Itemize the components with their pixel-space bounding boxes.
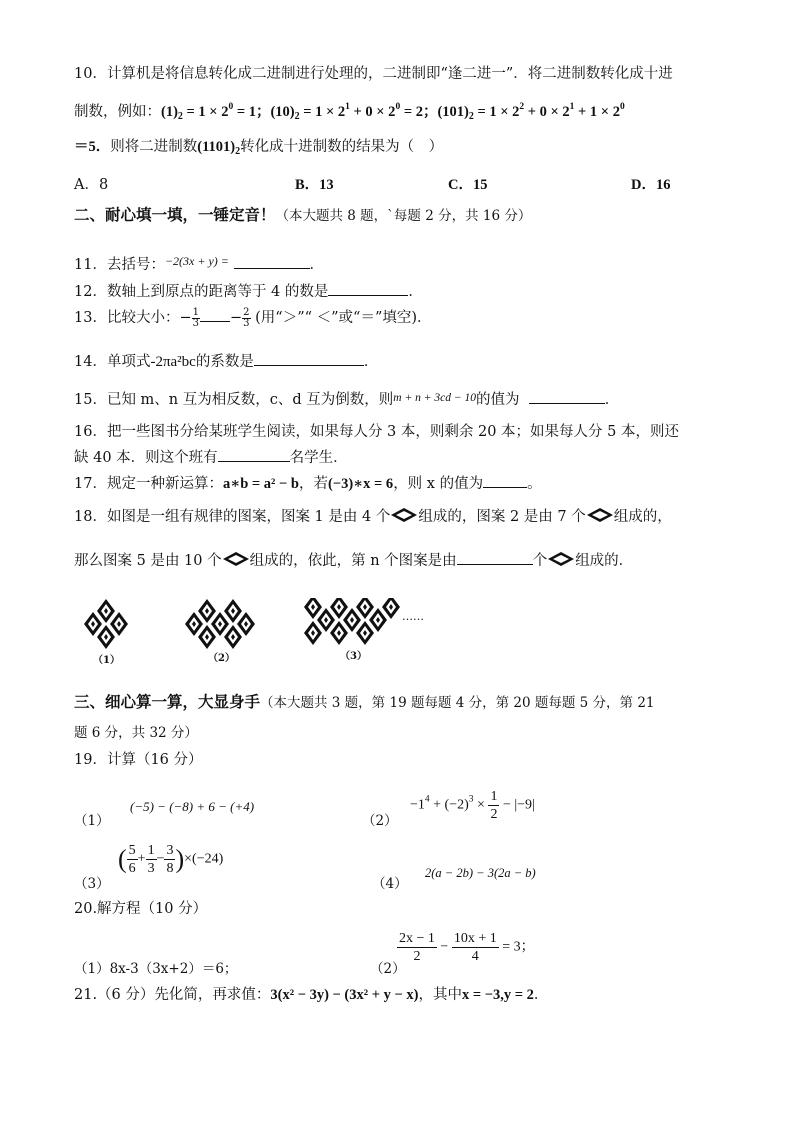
q17-end: 。 [527, 476, 542, 492]
q20-title: 20.解方程（10 分） [74, 901, 208, 917]
q18-text-d: 那么图案 5 是由 10 个 [74, 553, 222, 569]
figure-label-1: （1） [93, 655, 120, 666]
q19-p1-label: （1） [74, 813, 110, 829]
q10-line2-prefix: 制数，例如： [74, 104, 161, 120]
section3-note: （本大题共 3 题，第 19 题每题 4 分，第 20 题每题 5 分，第 21 [260, 695, 655, 711]
q13-text: 13．比较大小： [74, 310, 180, 326]
q10-option-b[interactable]: B．13 [295, 177, 334, 193]
q11 [74, 251, 324, 275]
q11-answer-blank[interactable] [234, 253, 310, 269]
q17-text: 17．规定一种新运算： [74, 476, 223, 492]
figure-label-2: （2） [208, 653, 235, 664]
q20-p2-label: （2） [370, 961, 406, 977]
rhombus-icon [547, 551, 575, 567]
q15-text: 15．已知 m、n 互为相反数，c、d 互为倒数，则 [74, 392, 394, 408]
q15 [74, 388, 619, 410]
q12-answer-blank[interactable] [328, 280, 408, 296]
q20-p2-expr: $\frac{2x - 1}{2}$ − $\frac{10x + 1}{4}$ = 3； [399, 931, 535, 964]
pattern-figures [80, 598, 420, 666]
q18-text-a: 18．如图是一组有规律的图案，图案 1 是由 4 个 [74, 509, 391, 525]
q14 [74, 350, 378, 372]
section2-title [74, 205, 531, 226]
q18-line1 [74, 507, 672, 527]
q10-line1: 10．计算机是将信息转化成二进制进行处理的，二进制即“逢二进一”．将二进制数转化成十进 [74, 66, 673, 82]
q18-line2 [74, 549, 633, 571]
q10-option-d[interactable]: D．16 [631, 177, 671, 193]
pattern-3 [304, 598, 400, 645]
q15-end: ． [604, 392, 620, 408]
q10-question: 转化成十进制数的结果为（ ） [240, 139, 444, 155]
q10-option-a[interactable]: A．8 [74, 177, 109, 193]
q21-expr: 3(x² − 3y) − (3x² + y − x) [270, 987, 419, 1003]
q11-end: ． [309, 257, 324, 273]
q19-p2-fraction: $\frac{1}{2}$ [490, 789, 498, 822]
q16-line2 [74, 446, 348, 468]
q13-tail: (用“＞”“ ＜”或“＝”填空)． [255, 310, 432, 326]
q10-line3 [74, 137, 443, 162]
q19-p4-expr: 2(a − 2b) − 3(2a − b) [425, 866, 536, 880]
q19-p2-label: （2） [362, 813, 398, 829]
q15-expr: m + n + 3cd − 10 [393, 392, 476, 404]
q19-p4-label: （4） [372, 876, 408, 892]
q21-text2: ，其中 [418, 987, 462, 1003]
q18-answer-blank[interactable] [457, 549, 533, 565]
q16-text: 缺 40 本．则这个班有 [74, 450, 218, 466]
pattern-2 [185, 599, 255, 649]
section2-heading: 二、耐心填一填，一锤定音！ [74, 205, 276, 224]
q10-binary: $(1101)_2$ [197, 139, 241, 157]
q10-line2 [74, 97, 625, 127]
q21-expr2: x = −3,y = 2 [461, 987, 534, 1003]
q20-p2-end: ； [520, 939, 535, 955]
pattern-1 [84, 599, 128, 649]
q13: 13．比较大小：− $\frac{1}{3}$ − $\frac{2}{3}$ (用“＞”“ ＜”或“＝”填空)． [74, 306, 432, 329]
figure-label-3: （3） [340, 651, 367, 662]
q18-text-b: 组成的，图案 2 是由 7 个 [418, 509, 586, 525]
q10-option-c[interactable]: C．15 [448, 177, 488, 193]
q12 [74, 280, 423, 302]
q17-answer-blank[interactable] [483, 472, 527, 488]
section3-heading: 三、细心算一算，大显身手 [74, 692, 261, 711]
q17 [74, 472, 542, 494]
q16-line1: 16．把一些图书分给某班学生阅读，如果每人分 3 本，则剩余 20 本；如果每人分 5 本，则还 [74, 424, 680, 440]
q19-p3-label: （3） [74, 876, 110, 892]
rhombus-icon [390, 507, 418, 523]
q21-end: ． [533, 987, 549, 1003]
q19-p3-expr: ( $\frac{5}{6}$ + $\frac{1}{3}$ − $\frac{3}{8}$ )×(−24) [118, 843, 224, 876]
rhombus-icon [586, 507, 614, 523]
q21 [74, 985, 548, 1005]
q10-text: 则将二进制数 [110, 139, 198, 155]
q19-p2-expr: $-1^4 + (-2)^3$ × $\frac{1}{2}$ − |−9| [410, 789, 535, 822]
q10-examples: $(1)_2 = 1 \times 2^0 = 1$；$(10)_2 = 1 \times 2^1 + 0 \times 2^0 = 2$；$(101)_2 = 1 \times 2^2 + 0 \times 2^1 + 1 \times 2^0$ [161, 102, 625, 122]
q16-answer-blank[interactable] [218, 446, 290, 462]
q15-answer-blank[interactable] [529, 388, 605, 404]
q15-text2: 的值为 [475, 392, 520, 408]
q12-end: ． [408, 284, 423, 300]
q20-p1 [74, 957, 237, 977]
section2-note: （本大题共 8 题，`每题 2 分，共 16 分） [275, 208, 532, 224]
q17-text3: ，则 x 的值为 [393, 476, 484, 492]
q14-expr: -2πa²bc [150, 354, 196, 370]
q11-expr: −2(3x + y) = [164, 254, 229, 268]
q12-text: 12．数轴上到原点的距离等于 4 的数是 [74, 284, 329, 300]
q18-text-f: 个 [532, 553, 548, 569]
q13-answer-blank[interactable] [200, 306, 230, 322]
q20-p1-expr: 8x-3（3x+2）＝6； [109, 961, 238, 977]
q13-fraction-1: $\frac{1}{3}$ [192, 306, 199, 329]
q14-end: ． [363, 354, 379, 370]
q21-text: 21.（6 分）先化简，再求值： [74, 987, 271, 1003]
q11-text: 11．去括号： [74, 257, 165, 273]
q13-fraction-2: $\frac{2}{3}$ [243, 306, 250, 329]
q18-text-g: 组成的． [575, 553, 634, 569]
q14-text: 14．单项式 [74, 354, 151, 370]
q14-text2: 的系数是 [195, 354, 254, 370]
q17-text2: ，若 [298, 476, 328, 492]
section3-title [74, 692, 655, 713]
q19-p1-expr: (−5) − (−8) + 6 − (+4) [130, 799, 255, 814]
q14-answer-blank[interactable] [254, 350, 364, 366]
q20-p1-label: （1） [74, 961, 110, 977]
q18-text-e: 组成的，依此，第 n 个图案是由 [249, 553, 457, 569]
section3-note2: 题 6 分，共 32 分） [74, 725, 198, 741]
figure-ellipsis: …… [402, 610, 424, 623]
q17-expr2: (−3)∗x = 6 [327, 476, 394, 492]
q19-title: 19．计算（16 分） [74, 752, 203, 768]
q16-text2: 名学生． [289, 450, 348, 466]
rhombus-icon [222, 551, 250, 567]
q18-text-c: 组成的， [613, 509, 672, 525]
q10-result: ＝5． [74, 139, 111, 155]
q17-expr: a∗b = a² − b [222, 476, 299, 492]
